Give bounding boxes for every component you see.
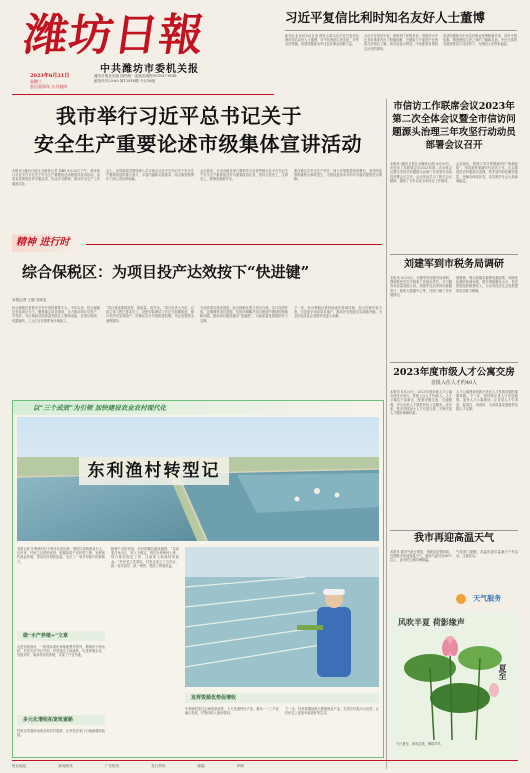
- zone-story-headline: 综合保税区：为项目投产达效按下“快进键”: [22, 263, 310, 281]
- feature-banner: [13, 401, 383, 415]
- people-story-subheadline: 首批入住人才约40人: [430, 380, 478, 386]
- masthead-subtitle: 中共潍坊市委机关报: [100, 64, 199, 75]
- footer: [12, 762, 518, 771]
- weather-story-col-1: 本报讯 据市气象台预报，受暖高压脊影响，近期我市再迎高温天气，最高气温可达36℃以上，请市民注意防暑降温。: [390, 550, 452, 563]
- masthead-date: 2023年6月21日: [30, 73, 70, 79]
- top-story-body: 新华社北京6月20日电 国家主席习近平近日复信比利时知名友好人士董博，对中比两国人民友谊、对华友好感谢，希望他继续为中比友好事业贡献力量。: [285, 34, 359, 47]
- masthead-postal-code: 邮发代号23-60: [94, 78, 119, 83]
- footer-news-hotline: 新闻热线: [58, 764, 73, 768]
- lead-story-col-3: 会议要求，全市各级各部门要把学习宣传贯彻习近平总书记关于安全生产重要论述作为重要政治任务，坚持人民至上、生命至上，统筹发展和安全。: [200, 169, 288, 182]
- lead-story-col-2: 会上，宣讲团成员围绕深入学习领会习近平总书记关于安全生产重要论述的重大意义、丰富内涵和实践要求，结合典型案例作了深入浅出的讲解。: [106, 169, 194, 182]
- solar-term-poster: [390, 612, 518, 758]
- masthead-lunar-date: 农历癸卯年 五月初四: [30, 84, 68, 89]
- sidebar-story-col-2: 会议指出，要深入学习贯彻新时代“枫桥经验”，坚持和发展新时代信访工作，扎实推进信访问题源头治理，把矛盾纠纷化解在基层、化解在萌芽状态，切实维护社会大局和谐稳定。: [456, 162, 518, 183]
- zone-story-byline-text: 本报记者 王晓 刘家忠: [12, 298, 47, 302]
- poster-note: 今日夏至，荷风送爽，蝉鸣声声。: [396, 742, 444, 746]
- feature-subhead-3: 发挥资源优势促增收: [191, 695, 237, 701]
- feature-subhead-1: 做“水产养殖+”文章: [23, 633, 68, 639]
- feature-col-2: 随着产业的发展，村民的腰包越来越鼓。“以前靠打鱼为生，收入不稳定，现在在养殖场上班，每月都有固定工资，还能拿土地流转的租金。”村民老王笑着说。村里还成立了合作社，统一技术指导、统一销售，提高了养殖效益。: [111, 547, 179, 568]
- top-story-body-2: 习近平在复信中说，我收到了你的来信，得知你为中比友好事业作出了积极贡献，长期致力于促进中比两国人民相互了解，我对此表示赞赏。中比都是有着悠久历史的国家。: [364, 34, 438, 51]
- feature-title-panel: [79, 457, 229, 485]
- footer-distribution-hotline: 发行热线: [151, 764, 166, 768]
- spirit-banner-label: 精神 进行时: [16, 237, 70, 248]
- spirit-banner-badge: [12, 234, 84, 252]
- feature-col-4: 下一步，村里将继续做大做强渔业产业，打造乡村振兴示范村，让村民过上更加幸福美好的生活。: [285, 707, 379, 716]
- poster-caption: 风吹半夏 荷影缘声: [398, 617, 465, 627]
- weather-story-col-2: 气象部门提醒，高温时段尽量减少户外活动，注意饮水。: [456, 550, 518, 559]
- zone-story-col-3: 为加快项目建设进度，综合保税区建立项目台账，实行挂图作战，定期调度项目进展，及时协调解决项目建设中遇到的困难和问题，推动项目建设跑出“加速度”，为高质量发展提供有力支撑。: [200, 306, 288, 323]
- feature-col-1-text-a: 本报记者 东利渔村位于我市北部沿海，曾经以传统渔业为主。近年来，村里立足资源优势，积极探索产业转型之路，发展现代渔业养殖，带动村民增收致富，走出了一条乡村振兴的新路子。: [17, 547, 105, 564]
- lead-story-col-1: 本报讯 (潍坊日报社全媒体记者 刘峰) 6月20日下午，我市举行习近平总书记关于安全生产重要论述市级集体宣讲活动，省委宣讲团成员作专题宣讲，传达学习精神，推动安全生产工作落到实处。: [12, 169, 100, 186]
- people-story-col-1: 本报讯 6月20日，2023年度市级人才公寓交房仪式举行，首批入住人才约40人。人才公寓位于高新区，配套设施完善，交通便利，可为各类人才提供拎包入住服务。近年来，我市持续加大人才引进力度，不断完善人才服务保障体系。: [390, 390, 452, 416]
- lead-story-headline-line2: 安全生产重要论述市级集体宣讲活动: [34, 132, 362, 156]
- zone-story-col-4: 下一步，综合保税区将持续优化营商环境，加大招商引资力度，引进更多优质项目落户，推动开放型经济实现新突破，为全市经济社会发展作出更大贡献。: [294, 306, 382, 319]
- feature-col-1: [17, 547, 105, 753]
- masthead-issue: 第12918期: [119, 78, 139, 83]
- weather-tag: [456, 588, 518, 604]
- weather-story-headline: 我市再迎高温天气: [414, 533, 494, 544]
- inspection-story-col-2: 他强调，要认真落实税费优惠政策，持续优化税收营商环境，提升纳税服务水平，依法依规组织税费收入，为全市经济社会发展提供坚实财力保障。: [456, 276, 518, 293]
- top-story-rule: [285, 30, 517, 31]
- zone-story-col-2: “项目建设要抓进度、抓质量、抓安全。”项目负责人介绍，目前主体工程已基本完工，设备安装调试工作正在加紧推进，预计年内可实现投产。综保区实行专班推进机制，为企业提供全流程服务。: [106, 306, 194, 323]
- footer-address: 报社地址: [12, 764, 27, 768]
- lead-story: [12, 101, 382, 229]
- feature-subhead-2: 多元化增收拓宽致富路: [23, 717, 74, 723]
- people-story-col-2: 人才公寓建设是我市优化人才发展环境的重要举措。下一步，将持续完善人才安居政策，加快人才公寓建设，让各类人才引得进、留得住、用得好，为高质量发展提供坚强人才支撑。: [456, 390, 518, 411]
- lotus-illustration: [390, 628, 518, 740]
- top-story: [285, 10, 517, 98]
- masthead-pages: 今日16版: [139, 78, 156, 83]
- sidebar-story-col-1: 本报讯 (潍坊日报社全媒体记者) 6月20日，市信访工作联席会议2023年第二次全体会议暨全市信访问题源头治理三年攻坚行动动员部署会议召开。会议传达学习了相关会议精神，通报了今年以来全市信访工作情况。: [390, 162, 452, 183]
- spirit-banner-rule: [86, 244, 382, 245]
- worker-photo: [185, 547, 379, 687]
- people-story: [390, 366, 518, 526]
- zone-story-byline: [12, 298, 47, 303]
- poster-solar-term: 夏至: [498, 664, 508, 680]
- feature-col-3: 东利渔村依托沿海资源优势，大力发展特色产业，推动一二三产业融合发展，村集体收入逐年增加。: [185, 707, 279, 716]
- footer-ad-hotline: 广告热线: [104, 764, 120, 768]
- spirit-banner: [12, 234, 382, 254]
- masthead-date-block: [30, 74, 69, 89]
- feature-subhead-2-box: [17, 715, 105, 725]
- masthead-weekday: 星期三: [30, 79, 42, 84]
- masthead-issn: 国内统一连续出版物号CN37-0041: [120, 74, 178, 78]
- sidebar-story: [390, 100, 518, 250]
- right-column-divider: [386, 99, 387, 769]
- lead-story-col-4: 要压紧压实安全生产责任，深入开展隐患排查整治，坚决防范遏制重特大事故发生，为建设更高水平的平安潍坊提供坚实保障。: [294, 169, 382, 182]
- weather-story: [390, 532, 518, 612]
- weather-top-rule: [390, 530, 518, 531]
- feature-photo-2: [185, 547, 379, 687]
- feature-subhead-3-box: [185, 693, 379, 703]
- zone-story-col-1: 综合保税区是我市对外开放的重要平台。今年以来，综合保税区坚持项目为王，聚焦重点项目建设，全力推动项目早投产、早见效，为区域经济高质量发展注入强劲动能。在项目现场，机器轰鸣，工人们正在紧张有序地施工。: [12, 306, 100, 323]
- people-top-rule: [390, 362, 518, 363]
- feature-col-1-text-c: 村里还发展休闲渔业和乡村旅游，让村民在家门口就能增收致富。: [17, 729, 105, 738]
- feature-title: 东利渔村转型记: [87, 461, 221, 481]
- top-story-headline: 习近平复信比利时知名友好人士董博: [285, 10, 486, 25]
- feature-frame: [12, 400, 384, 758]
- people-story-headline: 2023年度市级人才公寓交房: [393, 367, 515, 378]
- feature-banner-text: 以“三个成效”为引领 加快建设农业农村现代化: [33, 404, 167, 412]
- masthead-contact: [94, 74, 214, 84]
- lead-story-headline-line1: 我市举行习近平总书记关于: [56, 104, 302, 128]
- inspection-story-headline: 刘建军到市税务局调研: [404, 259, 504, 270]
- masthead: [12, 10, 279, 94]
- masthead-publisher: 潍坊日报社出版: [94, 74, 120, 78]
- top-story-body-3: 希望你继续为中比友好事业发挥积极作用，讲好中国故事，增进两国人民之间的了解和友谊。中比关系的发展需要双方共同努力，为两国人民带来福祉。: [443, 34, 517, 47]
- footer-printing: 印刷: [236, 764, 244, 768]
- feature-subhead-1-box: [17, 631, 105, 641]
- footer-rule: [12, 760, 518, 761]
- inspection-story: [390, 258, 518, 358]
- weather-sun-icon: [456, 594, 466, 604]
- inspection-top-rule: [390, 254, 518, 255]
- feature-col-1-text-b: 走进东利渔村，一排排标准化养殖池整齐排列，增氧机不停运转。村党支部书记介绍，村里通过土地流转，引进养殖企业，发展对虾、海参等高效养殖，实现了产业升级。: [17, 645, 105, 658]
- sidebar-story-headline: 市信访工作联席会议2023年第二次全体会议暨全市信访问题源头治理三年攻坚行动动员部署会议召开: [392, 101, 516, 151]
- inspection-story-col-1: 本报讯 6月20日，刘建军到市税务局调研，强调要坚决扛牢税收工作政治责任，全力服务高质量发展大局。刘建军先后来到办税服务厅、税收大数据中心等，详细了解工作开展情况。: [390, 276, 452, 297]
- masthead-underline: [12, 94, 274, 95]
- zone-story: [12, 258, 382, 396]
- masthead-logo: 潍坊日報: [20, 10, 208, 61]
- weather-tag-label: 天气服务: [473, 593, 502, 603]
- footer-postcode: 邮编: [197, 764, 205, 768]
